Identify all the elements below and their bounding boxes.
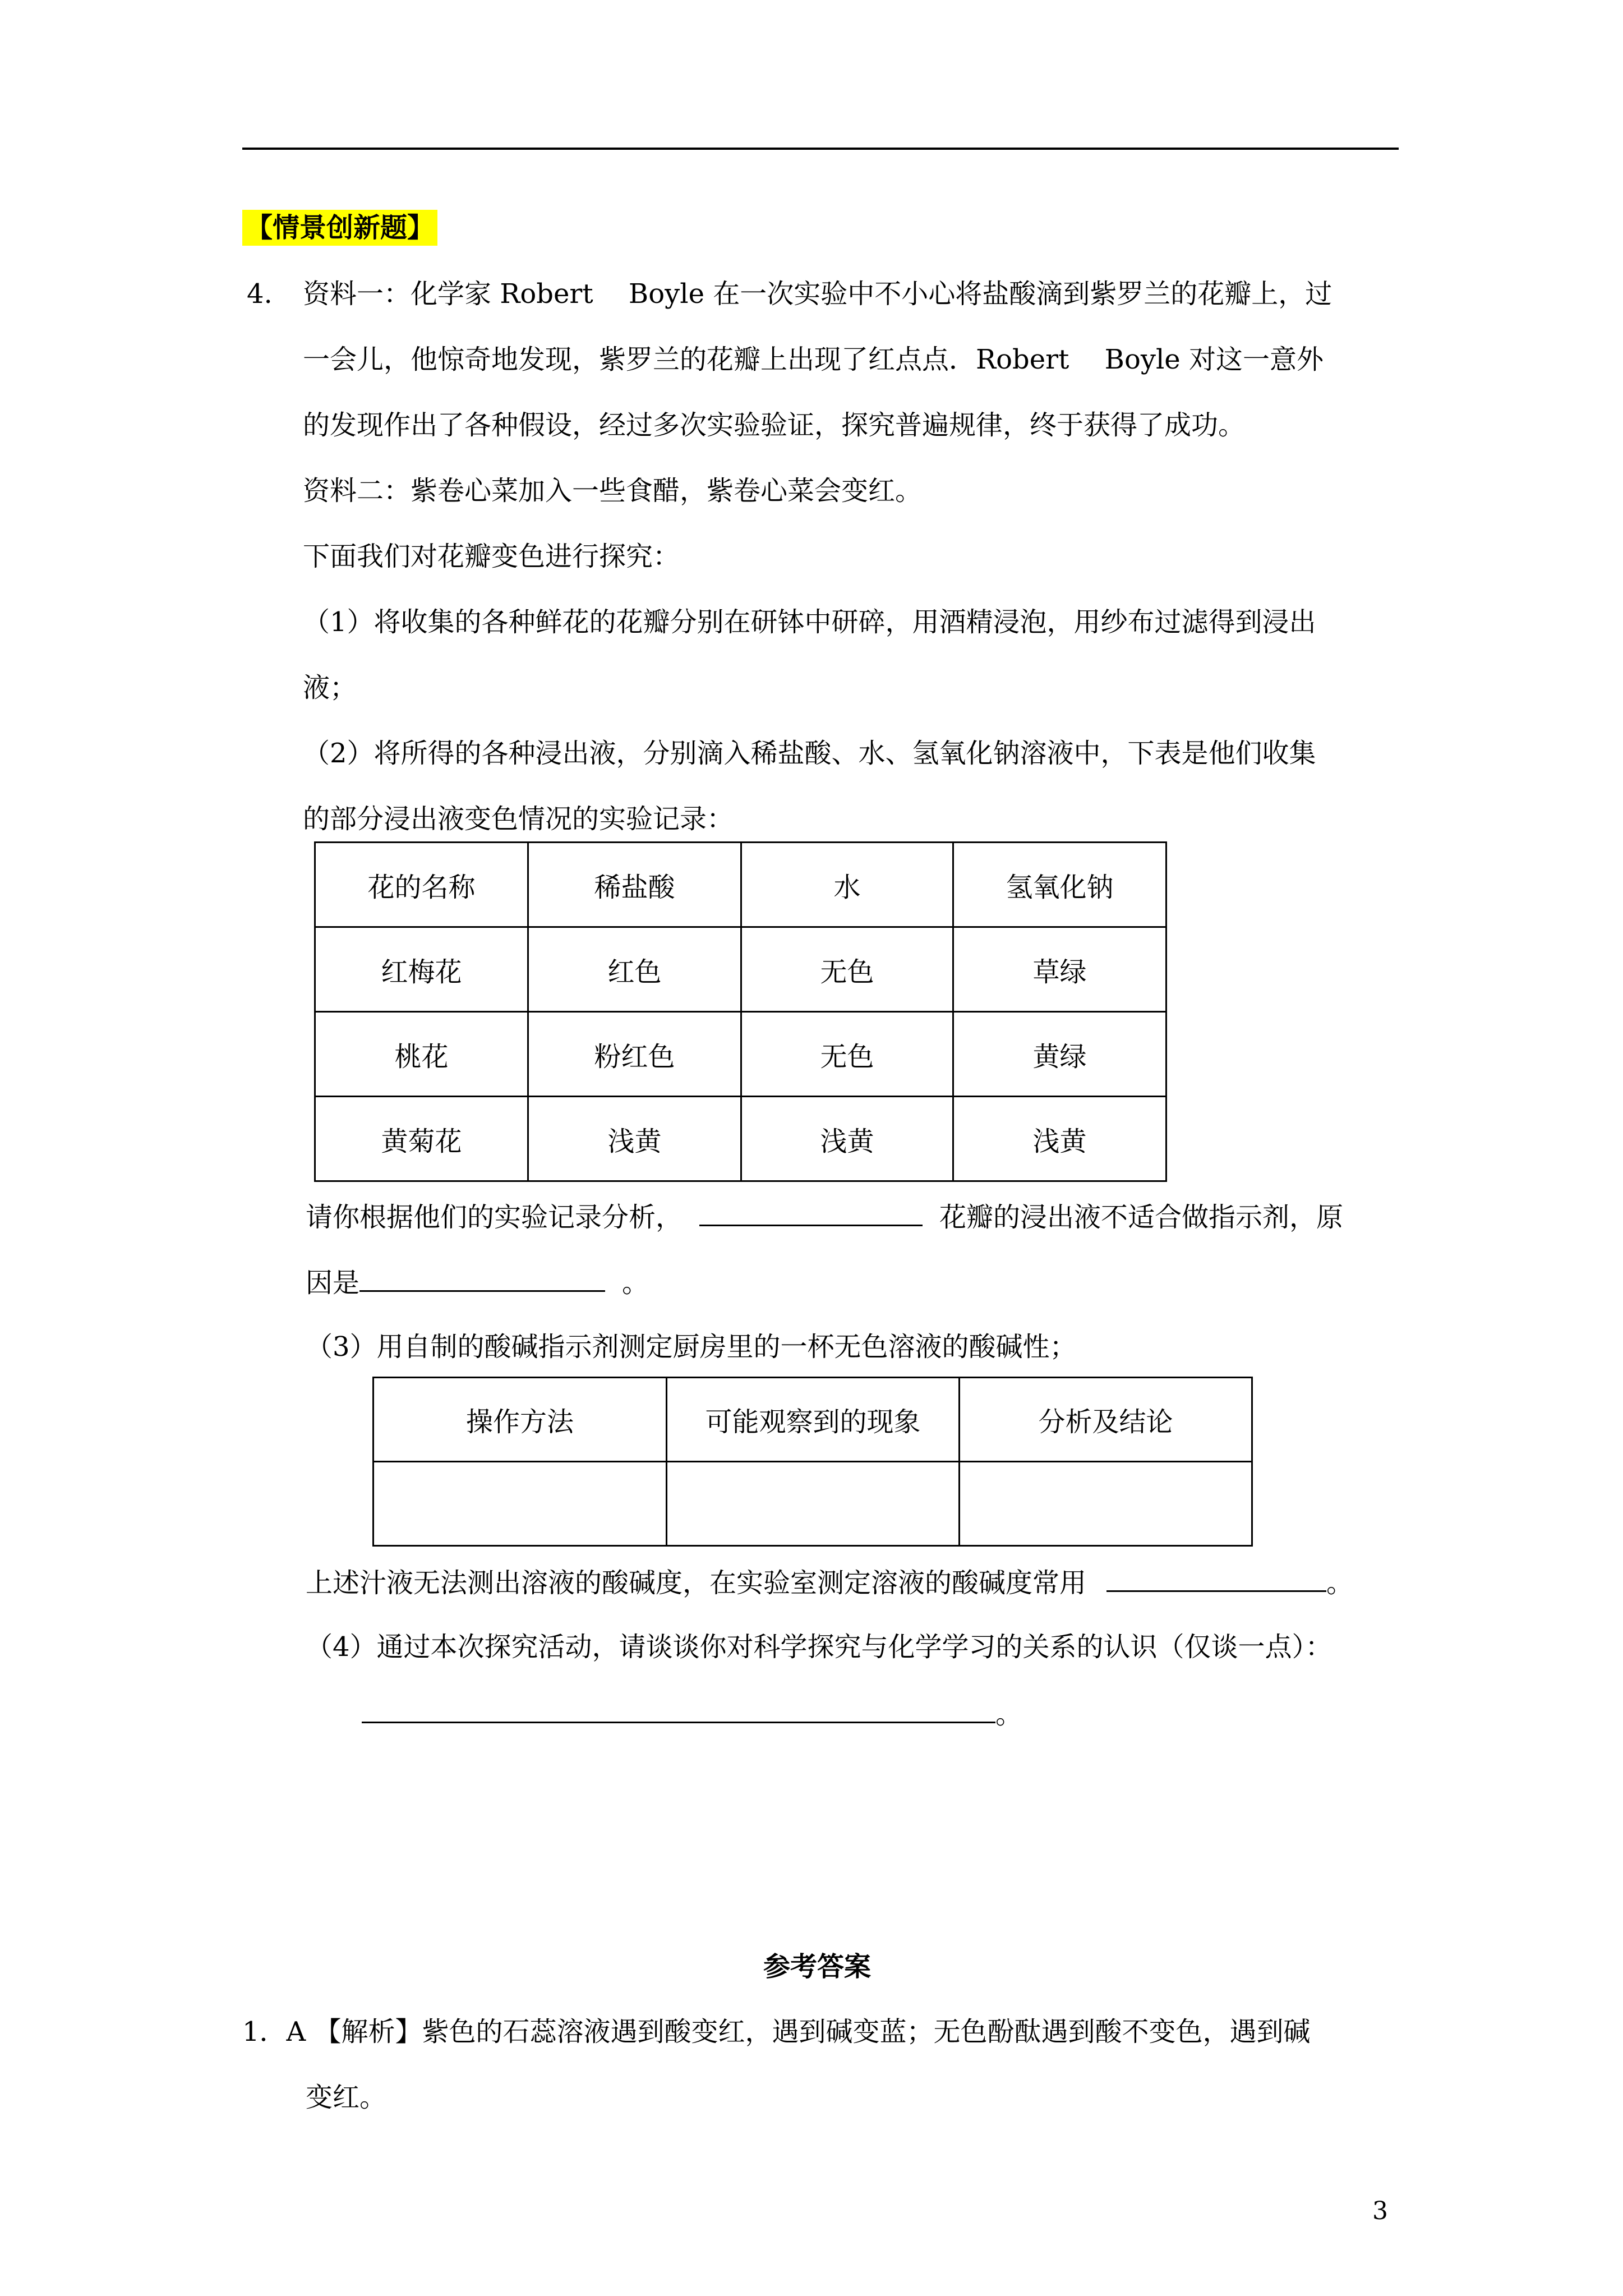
question-number: 4. [247, 278, 273, 310]
answer-1-line-2: 变红。 [306, 2082, 387, 2113]
answer-cell-conclusion[interactable] [960, 1462, 1252, 1546]
step4: （4）通过本次探究活动，请谈谈你对科学探究与化学学习的关系的认识（仅谈一点）： [306, 1631, 1332, 1663]
material2: 资料二：紫卷心菜加入一些食醋，紫卷心菜会变红。 [303, 475, 923, 507]
answers-title: 参考答案 [763, 1951, 872, 1982]
step1-line-2: 液； [303, 672, 357, 703]
table-header-cell: 花的名称 [315, 843, 528, 927]
step1-line-1: （1）将收集的各种鲜花的花瓣分别在研钵中研碎，用酒精浸泡，用纱布过滤得到浸出 [303, 606, 1316, 638]
answer-blank-reflection[interactable] [362, 1699, 995, 1723]
ph-line [306, 1567, 1354, 1599]
table-header-row [315, 843, 1166, 927]
analysis-text-b: 花瓣的浸出液不适合做指示剂，原 [939, 1202, 1344, 1233]
answer-cell-phenomenon[interactable] [667, 1462, 960, 1546]
experiment-table [372, 1377, 1253, 1547]
step3: （3）用自制的酸碱指示剂测定厨房里的一杯无色溶液的酸碱性； [306, 1331, 1077, 1363]
table-cell: 无色 [741, 927, 953, 1012]
analysis-line-2 [306, 1267, 649, 1299]
table-header-cell: 稀盐酸 [528, 843, 741, 927]
answer-blank-flower[interactable] [699, 1202, 923, 1226]
analysis-end-mark: 。 [622, 1267, 649, 1299]
table-header-cell: 水 [741, 843, 953, 927]
material1-line-2: 一会儿，他惊奇地发现，紫罗兰的花瓣上出现了红点点．Robert Boyle 对这一意外 [303, 344, 1324, 375]
table-cell: 黄菊花 [315, 1097, 528, 1181]
flower-color-table [314, 841, 1167, 1182]
answer-blank-ph[interactable] [1106, 1568, 1326, 1592]
table-header-cell: 可能观察到的现象 [667, 1378, 960, 1462]
step4-end-mark: 。 [995, 1699, 1023, 1730]
table-row [315, 1097, 1166, 1181]
table-cell: 浅黄 [953, 1097, 1166, 1181]
table-cell: 无色 [741, 1012, 953, 1097]
ph-line-text: 上述汁液无法测出溶液的酸碱度，在实验室测定溶液的酸碱度常用 [306, 1567, 1087, 1599]
analysis-line-1 [306, 1202, 1343, 1231]
step2-line-2: 的部分浸出液变色情况的实验记录： [303, 803, 734, 835]
analysis-text-a: 请你根据他们的实验记录分析， [306, 1202, 683, 1233]
table-cell: 浅黄 [528, 1097, 741, 1181]
step2-line-1: （2）将所得的各种浸出液，分别滴入稀盐酸、水、氢氧化钠溶液中，下表是他们收集 [303, 738, 1316, 769]
table-row [374, 1462, 1252, 1546]
table-cell: 桃花 [315, 1012, 528, 1097]
table-header-row [374, 1378, 1252, 1462]
table-header-cell: 分析及结论 [960, 1378, 1252, 1462]
answer-cell-method[interactable] [374, 1462, 667, 1546]
table-header-cell: 氢氧化钠 [953, 843, 1166, 927]
answer-1-line-1: 1．A 【解析】紫色的石蕊溶液遇到酸变红，遇到碱变蓝；无色酚酞遇到酸不变色，遇到碱 [242, 2016, 1311, 2047]
page-number: 3 [1372, 2197, 1388, 2225]
section-badge-label: 【情景创新题】 [242, 210, 437, 246]
section-badge [242, 214, 437, 241]
table-row [315, 927, 1166, 1012]
table-header-cell: 操作方法 [374, 1378, 667, 1462]
answer-blank-reason[interactable] [359, 1268, 605, 1292]
ph-line-end: 。 [1326, 1567, 1354, 1599]
table-cell: 草绿 [953, 927, 1166, 1012]
table-row [315, 1012, 1166, 1097]
table-cell: 红色 [528, 927, 741, 1012]
intro: 下面我们对花瓣变色进行探究： [303, 541, 680, 572]
analysis-reason-label: 因是 [306, 1267, 360, 1299]
table-cell: 浅黄 [741, 1097, 953, 1181]
table-cell: 红梅花 [315, 927, 528, 1012]
header-rule [242, 148, 1399, 150]
material1-line-1: 资料一：化学家 Robert Boyle 在一次实验中不小心将盐酸滴到紫罗兰的花瓣上，过 [303, 278, 1332, 310]
table-cell: 粉红色 [528, 1012, 741, 1097]
table-cell: 黄绿 [953, 1012, 1166, 1097]
material1-line-3: 的发现作出了各种假设，经过多次实验验证，探究普遍规律，终于获得了成功。 [303, 409, 1246, 441]
step4-answer-line [362, 1699, 1022, 1728]
